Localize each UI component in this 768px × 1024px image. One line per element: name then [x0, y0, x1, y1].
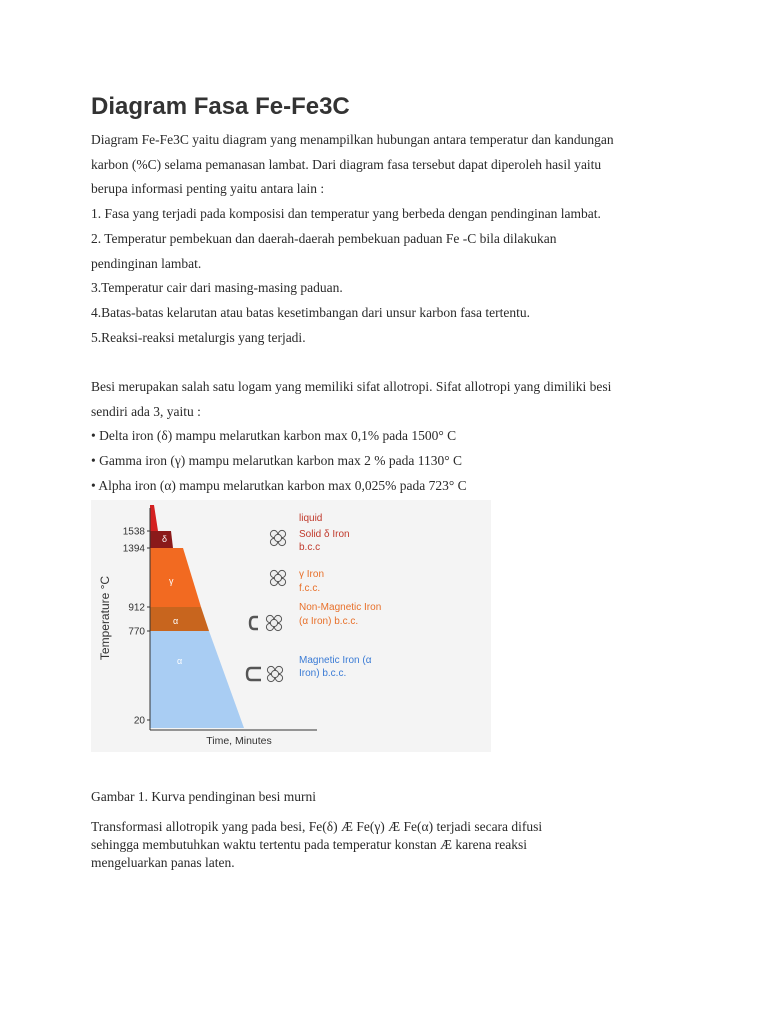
legend-gamma-iron-line: γ Iron — [299, 569, 325, 580]
intro-line: Diagram Fe-Fe3C yaitu diagram yang menampilkan hubungan antara temperatur dan kandungan — [91, 132, 614, 147]
allotropy-line: sendiri ada 3, yaitu : — [91, 403, 201, 419]
legend-magnetic-iron-line: Iron) b.c.c. — [299, 668, 347, 679]
y-tick-label: 770 — [128, 626, 145, 638]
legend-nonmagnetic-iron-line: (α Iron) b.c.c. — [299, 616, 359, 627]
region-label-gamma: γ — [169, 576, 174, 586]
bullet-alpha-iron: • Alpha iron (α) mampu melarutkan karbon max 0,025% pada 723° C — [91, 477, 467, 493]
region-label-nonmag-alpha: α — [173, 616, 179, 626]
cooling-curve-figure — [91, 500, 491, 752]
intro-list-item: 1. Fasa yang terjadi pada komposisi dan temperatur yang berbeda dengan pendinginan lambat. — [91, 206, 601, 222]
transform-line: Transformasi allotropik yang pada besi, Fe(δ) Æ Fe(γ) Æ Fe(α) terjadi secara difusi — [91, 819, 543, 834]
legend-magnetic-iron-line: Magnetic Iron (α — [299, 655, 372, 666]
bullet-gamma-iron: • Gamma iron (γ) mampu melarutkan karbon max 2 % pada 1130° C — [91, 453, 462, 469]
intro-list-item: 3.Temperatur cair dari masing-masing paduan. — [91, 280, 343, 296]
intro-line: berupa informasi penting yaitu antara lain : — [91, 181, 325, 197]
bcc-delta-icon — [270, 530, 285, 545]
intro-list-item: pendinginan lambat. — [91, 255, 202, 271]
transform-line: sehingga membutuhkan waktu tertentu pada temperatur konstan Æ karena reaksi — [91, 837, 527, 852]
figure-caption: Gambar 1. Kurva pendinginan besi murni — [91, 789, 316, 804]
intro-list-item: 5.Reaksi-reaksi metalurgis yang terjadi. — [91, 329, 306, 345]
y-tick-label: 912 — [128, 602, 145, 614]
y-tick-label: 1394 — [122, 543, 145, 555]
x-axis-label: Time, Minutes — [206, 735, 272, 747]
bcc-nonmag-icon — [266, 615, 281, 630]
allotropy-paragraph — [91, 375, 681, 499]
legend-solid-delta-line: b.c.c — [299, 542, 321, 553]
fcc-gamma-icon — [270, 570, 285, 585]
intro-paragraph — [91, 128, 681, 350]
legend-nonmagnetic-iron-line: Non-Magnetic Iron — [299, 602, 382, 613]
legend-liquid-line: liquid — [299, 513, 323, 524]
atom-icon — [274, 534, 281, 541]
region-liquid — [150, 505, 158, 531]
y-axis-label: Temperature °C — [98, 575, 112, 661]
atom-icon — [274, 574, 281, 581]
atom-icon — [271, 670, 278, 677]
y-tick-label: 1538 — [122, 526, 145, 538]
intro-line: karbon (%C) selama pemanasan lambat. Dari diagram fasa tersebut dapat diperoleh hasil yaitu — [91, 156, 602, 172]
legend-gamma-iron-line: f.c.c. — [299, 583, 321, 594]
intro-list-item: 2. Temperatur pembekuan dan daerah-daerah pembekuan paduan Fe -C bila dilakukan — [91, 230, 557, 246]
region-label-delta: δ — [162, 534, 168, 544]
region-magnetic-alpha — [150, 631, 244, 728]
allotropy-line: Besi merupakan salah satu logam yang memiliki sifat allotropi. Sifat allotropi yang dimiliki besi — [91, 379, 612, 394]
transform-line: mengeluarkan panas laten. — [91, 855, 235, 870]
cooling-curve-chart — [91, 500, 491, 752]
bullet-delta-iron: • Delta iron (δ) mampu melarutkan karbon max 0,1% pada 1500° C — [91, 428, 457, 444]
magnet-icon — [247, 668, 261, 680]
region-nonmagnetic-alpha — [150, 607, 209, 631]
bcc-magnetic-icon — [267, 666, 282, 681]
magnet-icon — [250, 617, 258, 629]
legend-solid-delta-line: Solid δ Iron — [299, 529, 350, 540]
intro-list-item: 4.Batas-batas kelarutan atau batas kesetimbangan dari unsur karbon fasa tertentu. — [91, 304, 530, 320]
page-title: Diagram Fasa Fe-Fe3C — [91, 93, 350, 120]
y-tick-label: 20 — [133, 715, 145, 727]
atom-icon — [270, 619, 277, 626]
region-label-magnetic-alpha: α — [177, 656, 183, 666]
region-gamma — [150, 548, 201, 607]
transformation-paragraph — [91, 818, 611, 872]
